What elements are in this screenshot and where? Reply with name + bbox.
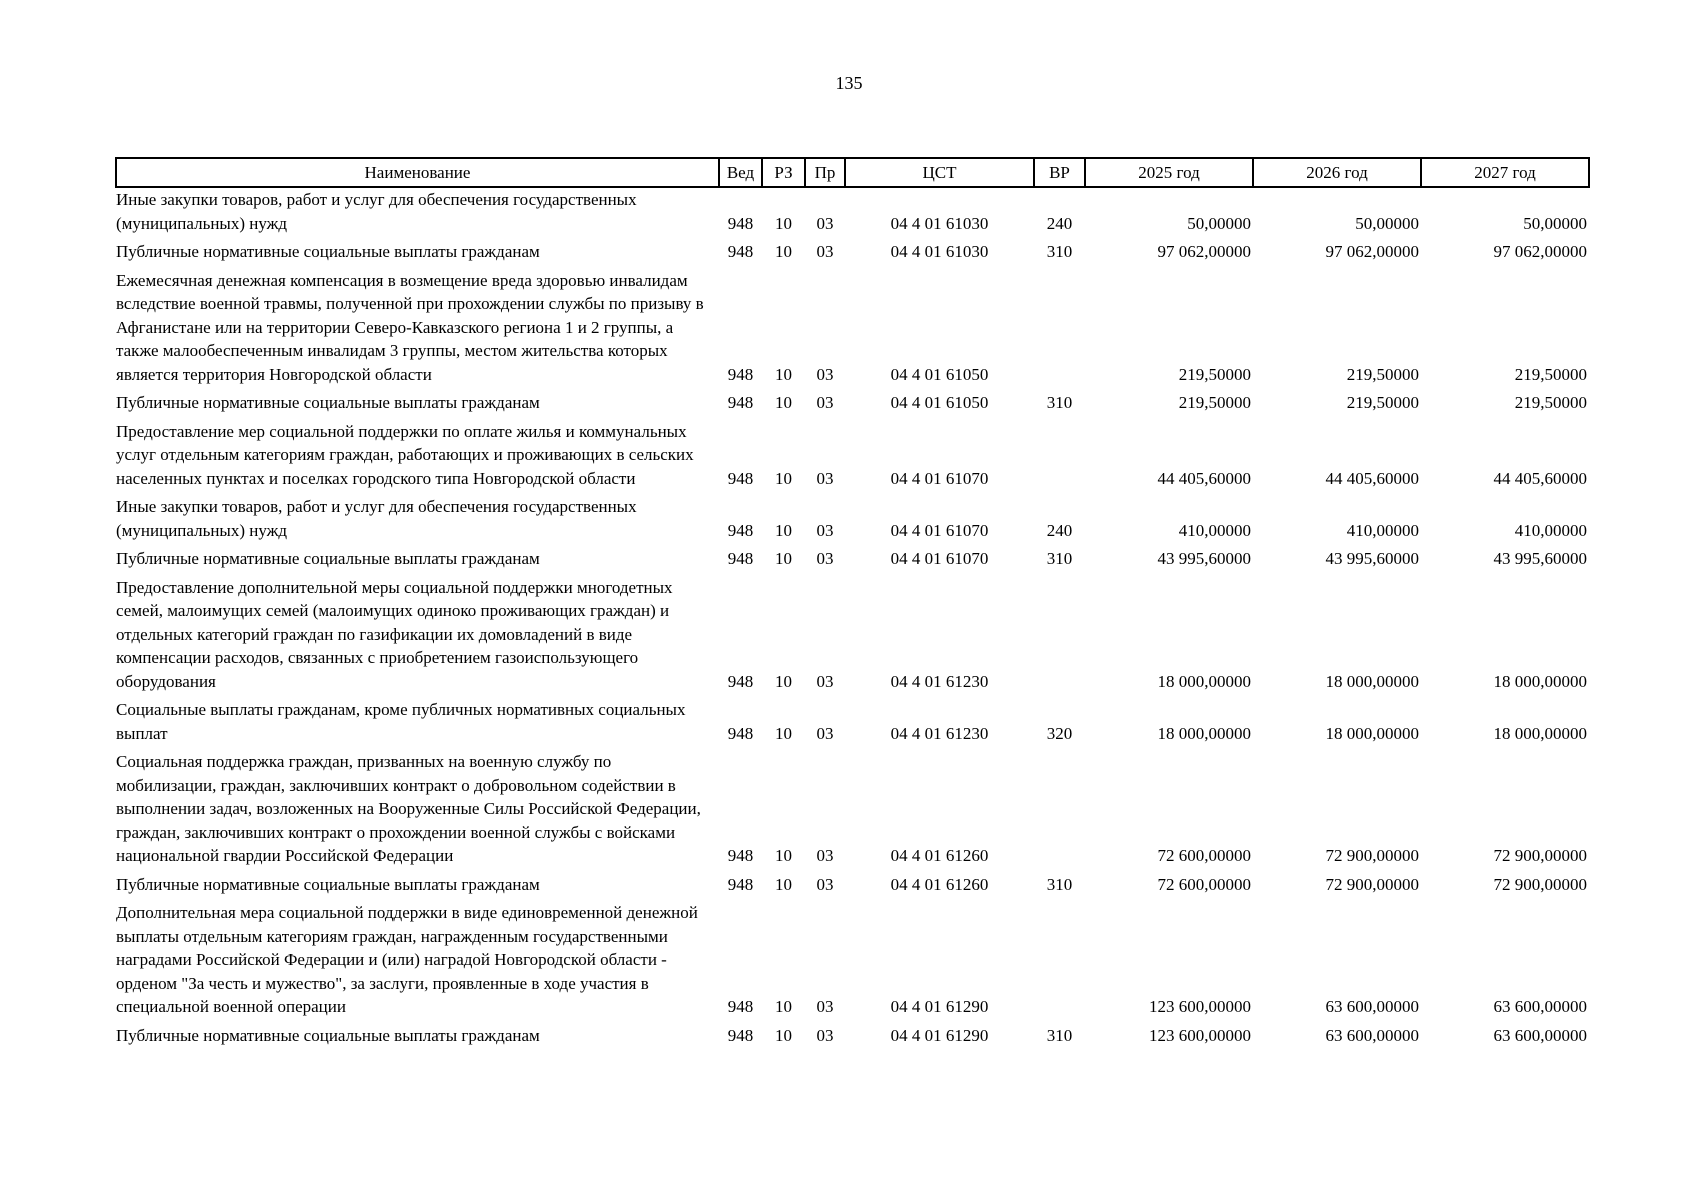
cell-rz: 10 bbox=[775, 874, 792, 894]
cell-vr: 310 bbox=[1046, 242, 1073, 261]
cell-2026: 219,50000 bbox=[1346, 364, 1419, 384]
table-row bbox=[116, 901, 1589, 1024]
header-vr: ВР bbox=[1034, 158, 1085, 187]
table-row bbox=[116, 576, 1589, 699]
cell-2025: 72 600,00000 bbox=[1157, 846, 1251, 865]
cell-name: Публичные нормативные социальные выплаты гражданам bbox=[116, 549, 540, 568]
cell-pr: 03 bbox=[816, 671, 834, 691]
cell-2026: 72 900,00000 bbox=[1325, 874, 1419, 894]
cell-2027: 219,50000 bbox=[1514, 364, 1587, 384]
cell-pr: 03 bbox=[816, 468, 834, 488]
cell-ved: 948 bbox=[727, 520, 754, 540]
cell-ved: 948 bbox=[727, 549, 754, 568]
cell-vr: 310 bbox=[1046, 393, 1073, 412]
cell-2025: 219,50000 bbox=[1178, 364, 1251, 384]
cell-name: Иные закупки товаров, работ и услуг для обеспечения государственных (муниципальных) нужд bbox=[116, 190, 637, 233]
table-row bbox=[116, 750, 1589, 873]
cell-cst: 04 4 01 61050 bbox=[890, 364, 989, 384]
cell-2026: 18 000,00000 bbox=[1325, 671, 1419, 691]
cell-2027: 72 900,00000 bbox=[1493, 846, 1587, 865]
cell-2027: 44 405,60000 bbox=[1493, 468, 1587, 488]
cell-2027: 43 995,60000 bbox=[1493, 549, 1587, 568]
cell-rz: 10 bbox=[775, 846, 792, 865]
cell-pr: 03 bbox=[816, 874, 834, 894]
cell-2026: 72 900,00000 bbox=[1325, 846, 1419, 865]
table-row bbox=[116, 495, 1589, 547]
cell-2025: 410,00000 bbox=[1178, 520, 1251, 540]
header-2026: 2026 год bbox=[1253, 158, 1421, 187]
table-row bbox=[116, 187, 1589, 240]
cell-cst: 04 4 01 61290 bbox=[890, 997, 989, 1016]
cell-rz: 10 bbox=[775, 242, 792, 261]
cell-2025: 72 600,00000 bbox=[1157, 874, 1251, 894]
cell-vr: 320 bbox=[1046, 723, 1073, 743]
cell-2026: 43 995,60000 bbox=[1325, 549, 1419, 568]
cell-2026: 44 405,60000 bbox=[1325, 468, 1419, 488]
cell-vr bbox=[1034, 269, 1085, 392]
cell-pr: 03 bbox=[816, 364, 834, 384]
cell-cst: 04 4 01 61030 bbox=[890, 242, 989, 261]
cell-vr: 310 bbox=[1046, 874, 1073, 894]
cell-rz: 10 bbox=[775, 393, 792, 412]
table-row bbox=[116, 1024, 1589, 1053]
table-row bbox=[116, 391, 1589, 420]
cell-rz: 10 bbox=[775, 468, 792, 488]
cell-pr: 03 bbox=[816, 213, 834, 233]
cell-ved: 948 bbox=[727, 364, 754, 384]
cell-vr bbox=[1034, 901, 1085, 1024]
cell-name: Публичные нормативные социальные выплаты гражданам bbox=[116, 393, 540, 412]
cell-ved: 948 bbox=[727, 213, 754, 233]
cell-cst: 04 4 01 61230 bbox=[890, 723, 989, 743]
cell-ved: 948 bbox=[727, 671, 754, 691]
table-row bbox=[116, 873, 1589, 902]
cell-cst: 04 4 01 61050 bbox=[890, 393, 989, 412]
header-2025: 2025 год bbox=[1085, 158, 1253, 187]
table-header bbox=[116, 158, 1589, 187]
cell-vr bbox=[1034, 750, 1085, 873]
cell-2026: 219,50000 bbox=[1346, 393, 1419, 412]
cell-cst: 04 4 01 61260 bbox=[890, 846, 989, 865]
cell-rz: 10 bbox=[775, 723, 792, 743]
cell-2027: 410,00000 bbox=[1514, 520, 1587, 540]
cell-vr bbox=[1034, 420, 1085, 496]
cell-ved: 948 bbox=[727, 468, 754, 488]
table-row bbox=[116, 547, 1589, 576]
cell-vr: 240 bbox=[1046, 213, 1073, 233]
cell-vr: 240 bbox=[1046, 520, 1073, 540]
cell-pr: 03 bbox=[816, 723, 834, 743]
cell-vr bbox=[1034, 576, 1085, 699]
cell-2027: 63 600,00000 bbox=[1493, 997, 1587, 1016]
cell-2025: 43 995,60000 bbox=[1157, 549, 1251, 568]
cell-2025: 123 600,00000 bbox=[1149, 1025, 1251, 1045]
cell-cst: 04 4 01 61070 bbox=[890, 549, 989, 568]
header-ved: Вед bbox=[719, 158, 762, 187]
cell-rz: 10 bbox=[775, 364, 792, 384]
cell-name: Социальная поддержка граждан, призванных на военную службу по мобилизации, граждан, заключивших контракт о добровольном содействии в выполнении задач, возложенных на Вооруженные Силы Российской Федерации, граждан, заключивших контракт о прохождении военной службы с войсками национальной гвардии Российской Федерации bbox=[116, 752, 701, 865]
table-row bbox=[116, 269, 1589, 392]
cell-pr: 03 bbox=[816, 846, 834, 865]
cell-2027: 219,50000 bbox=[1514, 393, 1587, 412]
cell-2027: 72 900,00000 bbox=[1493, 874, 1587, 894]
cell-2027: 97 062,00000 bbox=[1493, 242, 1587, 261]
header-pr: Пр bbox=[805, 158, 845, 187]
cell-cst: 04 4 01 61230 bbox=[890, 671, 989, 691]
cell-2025: 18 000,00000 bbox=[1157, 671, 1251, 691]
cell-rz: 10 bbox=[775, 671, 792, 691]
cell-name: Публичные нормативные социальные выплаты гражданам bbox=[116, 242, 540, 261]
cell-2025: 97 062,00000 bbox=[1157, 242, 1251, 261]
cell-rz: 10 bbox=[775, 549, 792, 568]
cell-name: Предоставление мер социальной поддержки по оплате жилья и коммунальных услуг отдельным категориям граждан, работающих и проживающих в сельских населенных пунктах и поселках городского типа Новгородской области bbox=[116, 421, 694, 488]
cell-ved: 948 bbox=[727, 723, 754, 743]
cell-2027: 18 000,00000 bbox=[1493, 723, 1587, 743]
cell-name: Дополнительная мера социальной поддержки в виде единовременной денежной выплаты отдельным категориям граждан, награжденным государственными наградами Российской Федерации и (или) наградой Новгородской области - орденом "За честь и мужество", за заслуги, проявленные в ходе участия в специальной военной операции bbox=[116, 903, 698, 1016]
cell-2026: 63 600,00000 bbox=[1325, 997, 1419, 1016]
cell-name: Ежемесячная денежная компенсация в возмещение вреда здоровью инвалидам вследствие военной травмы, полученной при прохождении службы по призыву в Афганистане или на территории Северо-Кавказского региона 1 и 2 группы, а также малообеспеченным инвалидам 3 группы, местом жительства которых является территория Новгородской области bbox=[116, 270, 704, 384]
cell-cst: 04 4 01 61030 bbox=[890, 213, 989, 233]
cell-pr: 03 bbox=[816, 393, 834, 412]
cell-2026: 18 000,00000 bbox=[1325, 723, 1419, 743]
cell-name: Иные закупки товаров, работ и услуг для обеспечения государственных (муниципальных) нужд bbox=[116, 497, 637, 540]
cell-2026: 50,00000 bbox=[1355, 213, 1419, 233]
cell-2025: 44 405,60000 bbox=[1157, 468, 1251, 488]
cell-rz: 10 bbox=[775, 213, 792, 233]
cell-2027: 50,00000 bbox=[1523, 213, 1587, 233]
budget-table bbox=[115, 157, 1590, 1052]
cell-2027: 63 600,00000 bbox=[1493, 1025, 1587, 1045]
cell-2027: 18 000,00000 bbox=[1493, 671, 1587, 691]
cell-pr: 03 bbox=[816, 1025, 834, 1045]
cell-rz: 10 bbox=[775, 997, 792, 1016]
cell-2025: 18 000,00000 bbox=[1157, 723, 1251, 743]
cell-ved: 948 bbox=[727, 242, 754, 261]
cell-pr: 03 bbox=[816, 520, 834, 540]
header-name: Наименование bbox=[116, 158, 719, 187]
cell-rz: 10 bbox=[775, 520, 792, 540]
header-2027: 2027 год bbox=[1421, 158, 1589, 187]
header-rz: РЗ bbox=[762, 158, 805, 187]
cell-pr: 03 bbox=[816, 549, 834, 568]
cell-2025: 50,00000 bbox=[1187, 213, 1251, 233]
header-cst: ЦСТ bbox=[845, 158, 1034, 187]
cell-cst: 04 4 01 61070 bbox=[890, 468, 989, 488]
table-body bbox=[116, 187, 1589, 1052]
cell-2025: 219,50000 bbox=[1178, 393, 1251, 412]
cell-ved: 948 bbox=[727, 393, 754, 412]
cell-name: Социальные выплаты гражданам, кроме публичных нормативных социальных выплат bbox=[116, 700, 686, 743]
cell-name: Публичные нормативные социальные выплаты гражданам bbox=[116, 874, 540, 894]
cell-cst: 04 4 01 61260 bbox=[890, 874, 989, 894]
cell-2026: 63 600,00000 bbox=[1325, 1025, 1419, 1045]
cell-ved: 948 bbox=[727, 1025, 754, 1045]
cell-vr: 310 bbox=[1046, 1025, 1073, 1045]
cell-2026: 410,00000 bbox=[1346, 520, 1419, 540]
cell-pr: 03 bbox=[816, 997, 834, 1016]
cell-ved: 948 bbox=[727, 874, 754, 894]
table-row bbox=[116, 240, 1589, 269]
cell-cst: 04 4 01 61070 bbox=[890, 520, 989, 540]
cell-name: Предоставление дополнительной меры социальной поддержки многодетных семей, малоимущих семей (малоимущих одиноко проживающих граждан) и отдельных категорий граждан по газификации их домовладений в виде компенсации расходов, связанных с приобретением газоиспользующего оборудования bbox=[116, 577, 673, 691]
table-row bbox=[116, 698, 1589, 750]
cell-rz: 10 bbox=[775, 1025, 792, 1045]
cell-ved: 948 bbox=[727, 846, 754, 865]
cell-vr: 310 bbox=[1046, 549, 1073, 568]
cell-pr: 03 bbox=[816, 242, 834, 261]
cell-cst: 04 4 01 61290 bbox=[890, 1025, 989, 1045]
cell-name: Публичные нормативные социальные выплаты гражданам bbox=[116, 1025, 540, 1045]
cell-ved: 948 bbox=[727, 997, 754, 1016]
page-number: 135 bbox=[835, 73, 863, 93]
table-row bbox=[116, 420, 1589, 496]
cell-2025: 123 600,00000 bbox=[1149, 997, 1251, 1016]
cell-2026: 97 062,00000 bbox=[1325, 242, 1419, 261]
